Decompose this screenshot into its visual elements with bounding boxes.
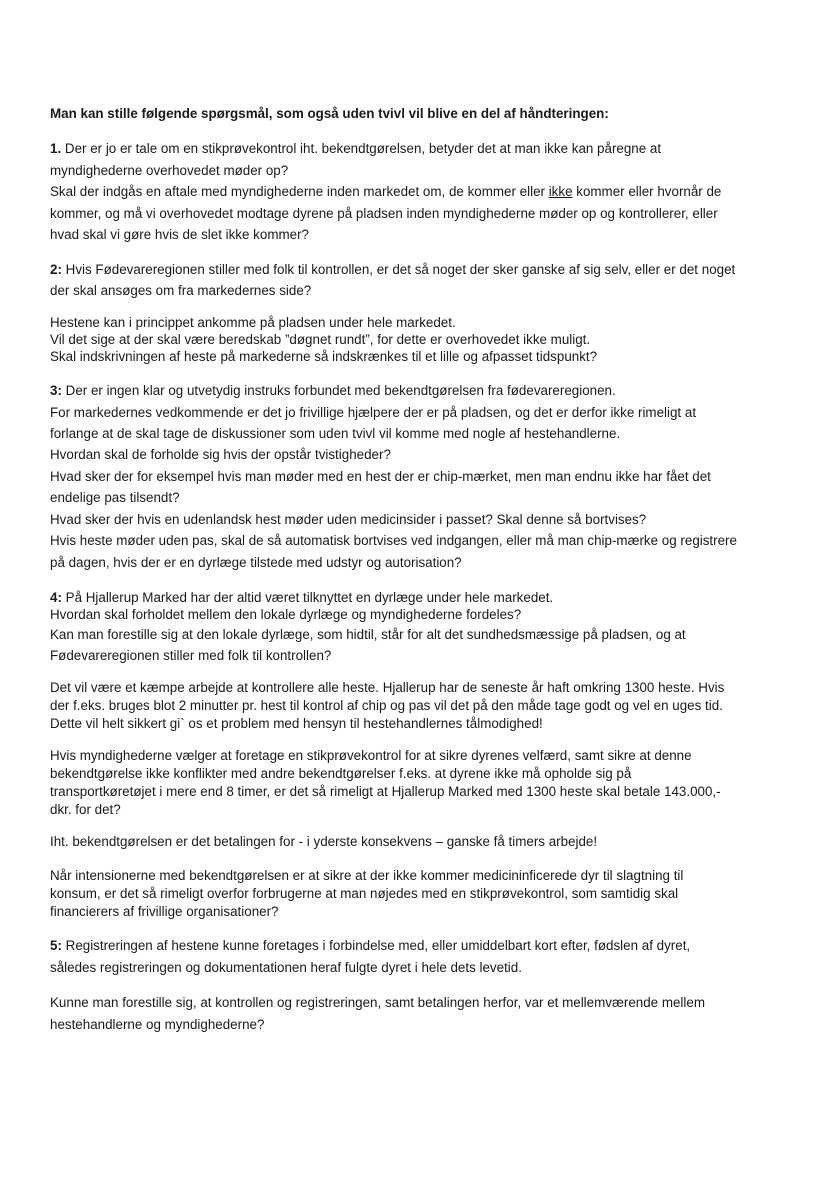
q3-line-2: For markedernes vedkommende er det jo frivillige hjælpere der er på pladsen, og det er derfor ikke rimeligt at: [50, 405, 697, 420]
page-heading: Man kan stille følgende spørgsmål, som også uden tvivl vil blive en del af håndteringen:: [50, 106, 609, 121]
q4-line-12: Iht. bekendtgørelsen er det betalingen for - i yderste konsekvens – ganske få timers arbejde!: [50, 834, 598, 849]
q4-line-7: Dette vil helt sikkert gi` os et problem med hensyn til hestehandlernes tålmodighed!: [50, 716, 543, 731]
q4-line-15: financierers af frivillige organisationer?: [50, 904, 279, 919]
q3-line-6: endelige pas tilsendt?: [50, 490, 180, 505]
q5-line-4: hestehandlerne og myndighederne?: [50, 1017, 265, 1032]
q1-line-5: hvad skal vi gøre hvis de slet ikke kommer?: [50, 227, 309, 242]
q1-line-4: kommer, og må vi overhovedet modtage dyrene på pladsen inden myndighederne møder op og kontrollerer, eller: [50, 206, 718, 221]
q1-number: 1.: [50, 141, 62, 156]
q4-line-8: Hvis myndighederne vælger at foretage en stikprøvekontrol for at sikre dyrenes velfærd, samt sikre at denne: [50, 748, 692, 763]
q2-line-1: 2: Hvis Fødevareregionen stiller med folk til kontrollen, er det så noget der sker ganske af sig selv, eller er det noget: [50, 262, 736, 277]
q4-line-4: Fødevareregionen stiller med folk til kontrollen?: [50, 648, 332, 663]
q5-line-3: Kunne man forestille sig, at kontrollen og registreringen, samt betalingen herfor, var et mellemværende mellem: [50, 995, 705, 1010]
q5-line-2: således registreringen og dokumentationen heraf fulgte dyret i hele dets levetid.: [50, 960, 522, 975]
q5-number: 5:: [50, 938, 62, 953]
q4-line-6: der f.eks. bruges blot 2 minutter pr. hest til kontrol af chip og pas vil det på den måde tage godt og vel en uges tid.: [50, 698, 723, 713]
q3-line-9: på dagen, hvis der er en dyrlæge tilstede med udstyr og autorisation?: [50, 555, 462, 570]
q4-line-11: dkr. for det?: [50, 802, 121, 817]
q4-number: 4:: [50, 590, 62, 605]
q2-number: 2:: [50, 262, 62, 277]
underlined-word: ikke: [548, 184, 573, 199]
q4-line-2: Hvordan skal forholdet mellem den lokale dyrlæge og myndighederne fordeles?: [50, 607, 522, 622]
q4-line-9: bekendtgørelse ikke konflikter med andre bekendtgørelser f.eks. at dyrene ikke må opholde sig på: [50, 766, 632, 781]
q3-line-5: Hvad sker der for eksempel hvis man møder med en hest der er chip-mærket, men man endnu ikke har fået det: [50, 469, 711, 484]
q4-line-10: transportkøretøjet i mere end 8 timer, er det så rimeligt at Hjallerup Marked med 1300 heste skal betale 143.000,-: [50, 784, 721, 799]
q2-line-2: der skal ansøges om fra markedernes side?: [50, 283, 312, 298]
q4-line-3: Kan man forestille sig at den lokale dyrlæge, som hidtil, står for alt det sundhedsmæssige på pladsen, og at: [50, 627, 686, 642]
q1-line-3: Skal der indgås en aftale med myndighederne inden markedet om, de kommer eller ikke kommer eller hvornår de: [50, 184, 722, 199]
q4-line-5: Det vil være et kæmpe arbejde at kontrollere alle heste. Hjallerup har de seneste år haft omkring 1300 heste. Hvis: [50, 680, 725, 695]
q2-line-3: Hestene kan i princippet ankomme på pladsen under hele markedet.: [50, 315, 456, 330]
q3-line-8: Hvis heste møder uden pas, skal de så automatisk bortvises ved indgangen, eller må man chip-mærke og registrere: [50, 533, 737, 548]
q3-line-3: forlange at de skal tage de diskussioner som uden tvivl vil komme med nogle af hestehandlerne.: [50, 426, 621, 441]
q5-line-1: 5: Registreringen af hestene kunne foretages i forbindelse med, eller umiddelbart kort efter, fødslen af dyret,: [50, 938, 691, 953]
q4-line-1: 4: På Hjallerup Marked har der altid været tilknyttet en dyrlæge under hele markedet.: [50, 590, 554, 605]
q3-line-1: 3: Der er ingen klar og utvetydig instruks forbundet med bekendtgørelsen fra fødevareregionen.: [50, 383, 616, 398]
q1-line-1: 1. Der er jo er tale om en stikprøvekontrol iht. bekendtgørelsen, betyder det at man ikke kan påregne at: [50, 141, 662, 156]
q1-line-2: myndighederne overhovedet møder op?: [50, 163, 289, 178]
q3-line-4: Hvordan skal de forholde sig hvis der opstår tvistigheder?: [50, 447, 391, 462]
q3-number: 3:: [50, 383, 62, 398]
q3-line-7: Hvad sker der hvis en udenlandsk hest møder uden medicinsider i passet? Skal denne så bortvises?: [50, 512, 647, 527]
q2-line-5: Skal indskrivningen af heste på markederne så indskrænkes til et lille og afpasset tidspunkt?: [50, 349, 598, 364]
q4-line-14: konsum, er det så rimeligt overfor forbrugerne at man nøjedes med en stikprøvekontrol, som samtidig skal: [50, 886, 679, 901]
q4-line-13: Når intensionerne med bekendtgørelsen er at sikre at der ikke kommer medicininficerede dyr til slagtning til: [50, 868, 684, 883]
q2-line-4: Vil det sige at der skal være beredskab ”døgnet rundt”, for dette er overhovedet ikke muligt.: [50, 332, 591, 347]
